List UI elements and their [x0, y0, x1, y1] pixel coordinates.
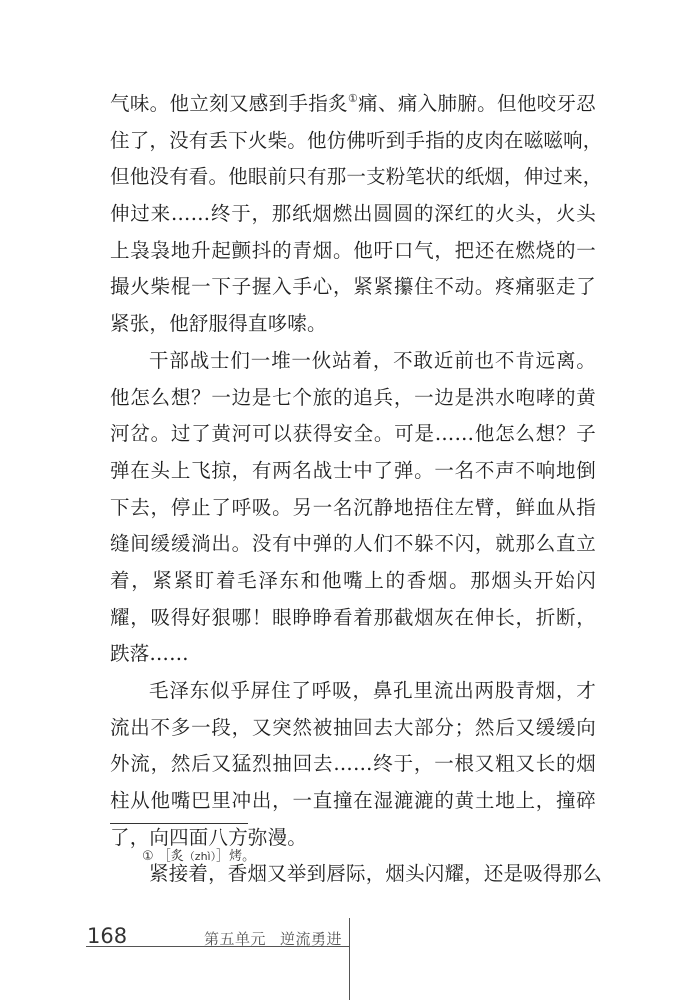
body-text	[110, 86, 603, 893]
text-line: 干部战士们一堆一伙站着，不敢近前也不肯远离。	[149, 348, 596, 372]
unit-label: 第五单元	[204, 930, 267, 948]
text-line: 耀，吸得好狠哪！眼睁睁看着那截烟灰在伸长，折断，	[110, 605, 596, 629]
paragraph-1	[110, 86, 603, 343]
paragraph-3	[110, 673, 596, 856]
text-line: 毛泽东似乎屏住了呼吸，鼻孔里流出两股青烟，才	[149, 679, 596, 702]
footer-vertical-rule	[349, 918, 350, 1000]
text-line: 着，紧紧盯着毛泽东和他嘴上的香烟。那烟头开始闪	[110, 568, 596, 592]
paragraph-2	[110, 343, 596, 673]
text-line: 他怎么想？一边是七个旅的追兵，一边是洪水咆哮的黄	[110, 385, 596, 409]
text-line: 跌落……	[110, 642, 189, 666]
text-line: 住了，没有丢下火柴。他仿佛听到手指的皮肉在嗞嗞响，	[110, 128, 603, 152]
footnote-pinyin: （zhì）	[183, 850, 217, 863]
text-line: 伸过来……终于，那纸烟燃出圆圆的深红的火头，火头	[110, 202, 596, 226]
text-line: 外流，然后又猛烈抽回去……终于，一根又粗又长的烟	[110, 752, 596, 776]
text-line: 紧接着，香烟又举到唇际，烟头闪耀，还是吸得那么	[149, 862, 603, 886]
text-line: 气味。他立刻又感到手指炙①痛、痛入肺腑。但他咬牙忍	[110, 92, 597, 115]
unit-name: 逆流勇进	[280, 930, 343, 948]
text-line: 柱从他嘴巴里冲出，一直撞在湿漉漉的黄土地上，撞碎	[110, 789, 596, 813]
footnote-definition: ］烤。	[216, 849, 256, 864]
footnote-divider	[110, 823, 248, 824]
page-number: 168	[87, 924, 128, 948]
footnote	[142, 845, 255, 864]
text-line: 流出不多一段，又突然被抽回去大部分；然后又缓缓向	[110, 715, 596, 739]
text-line: 了，向四面八方弥漫。	[110, 825, 308, 849]
text-line: 缝间缓缓淌出。没有中弹的人们不躲不闪，就那么直立	[110, 532, 596, 556]
text-line: 但他没有看。他眼前只有那一支粉笔状的纸烟，伸过来，	[110, 165, 603, 189]
text-line: 下去，停止了呼吸。另一名沉静地捂住左臂，鲜血从指	[110, 495, 596, 519]
footnote-open: ［炙	[157, 849, 184, 864]
text-line: 河岔。过了黄河可以获得安全。可是……他怎么想？子	[110, 422, 596, 446]
text-line: 弹在头上飞掠，有两名战士中了弹。一名不声不响地倒	[110, 458, 596, 482]
unit-title	[204, 928, 342, 949]
text-line: 紧张，他舒服得直哆嗦。	[110, 312, 327, 336]
footnote-marker[interactable]: ①	[347, 92, 359, 105]
footnote-marker: ①	[142, 849, 154, 864]
text-line: 上袅袅地升起颤抖的青烟。他吁口气，把还在燃烧的一	[110, 238, 596, 262]
text-line: 撮火柴棍一下子握入手心，紧紧攥住不动。疼痛驱走了	[110, 275, 596, 299]
